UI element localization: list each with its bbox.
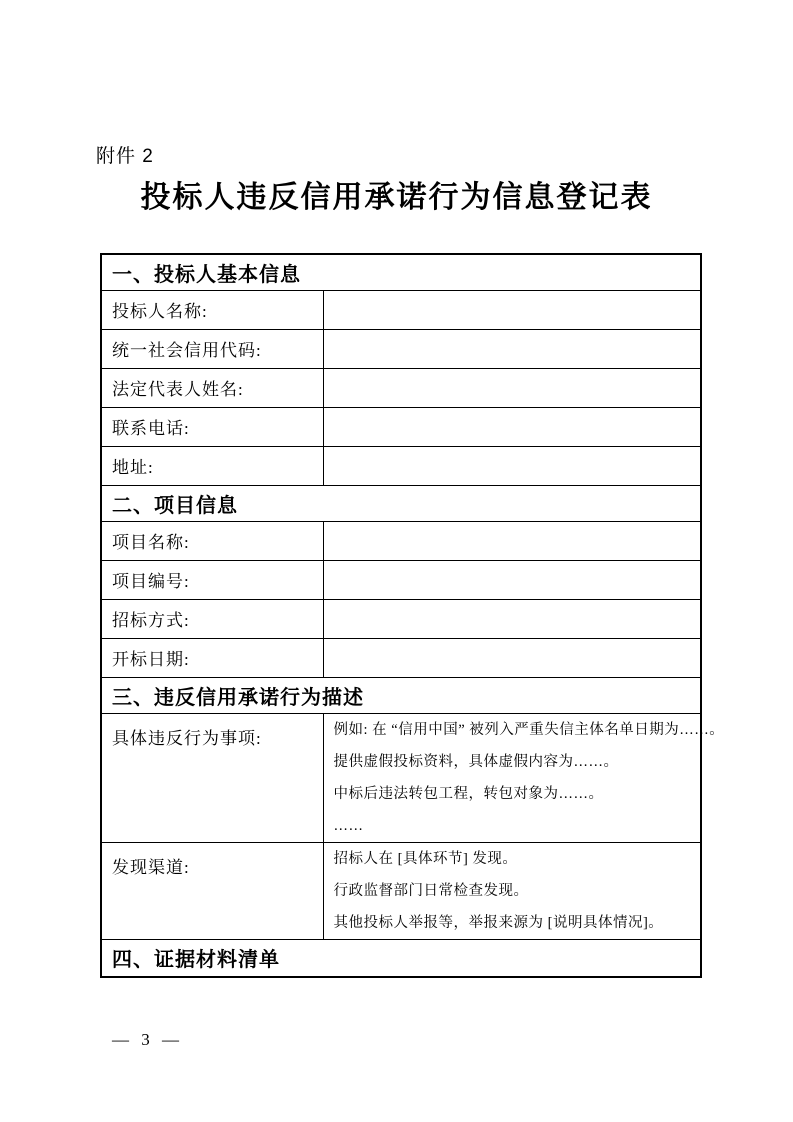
section-title: 四、证据材料清单: [101, 939, 701, 977]
example-line: 其他投标人举报等，举报来源为 [说明具体情况]。: [333, 914, 664, 931]
table-row: [101, 560, 701, 599]
section-title: 三、违反信用承诺行为描述: [101, 677, 701, 713]
value-cell-discovery-channel: [323, 842, 701, 939]
row-label-bidder-name: 投标人名称:: [101, 290, 323, 329]
table-row: [101, 407, 701, 446]
value-cell-bid-open-date: [323, 638, 701, 677]
row-label-legal-rep: 法定代表人姓名:: [101, 368, 323, 407]
section-header-evidence-list: [101, 939, 701, 977]
table-row: [101, 713, 701, 842]
example-line: ……: [333, 817, 364, 834]
table-row: [101, 521, 701, 560]
registration-form-table: [100, 253, 725, 978]
value-cell-project-name: [323, 521, 701, 560]
page-number: — 3 —: [112, 1030, 183, 1049]
value-cell-legal-rep: [323, 368, 701, 407]
attachment-label: 附件 2: [96, 146, 154, 167]
table-row: [101, 329, 701, 368]
value-cell-credit-code: [323, 329, 701, 368]
value-cell-phone: [323, 407, 701, 446]
section-header-violation-desc: [101, 677, 701, 713]
table-row: [101, 446, 701, 485]
row-label-address: 地址:: [101, 446, 323, 485]
value-cell-project-number: [323, 560, 701, 599]
row-label-violation-items: 具体违反行为事项:: [101, 713, 323, 842]
section-title: 一、投标人基本信息: [101, 254, 701, 290]
row-label-discovery-channel: 发现渠道:: [101, 842, 323, 939]
example-line: 提供虚假投标资料，具体虚假内容为……。: [333, 753, 619, 770]
example-line: 例如: 在 “信用中国” 被列入严重失信主体名单日期为……。: [333, 721, 725, 738]
table-row: [101, 638, 701, 677]
table-row: [101, 599, 701, 638]
section-header-project-info: [101, 485, 701, 521]
value-cell-bid-method: [323, 599, 701, 638]
section-header-bidder-info: [101, 254, 701, 290]
value-cell-violation-items: [323, 713, 725, 842]
row-label-bid-open-date: 开标日期:: [101, 638, 323, 677]
example-line: 行政监督部门日常检查发现。: [333, 882, 529, 899]
row-label-bid-method: 招标方式:: [101, 599, 323, 638]
section-title: 二、项目信息: [101, 485, 701, 521]
row-label-project-number: 项目编号:: [101, 560, 323, 599]
value-cell-bidder-name: [323, 290, 701, 329]
value-cell-address: [323, 446, 701, 485]
example-line: 中标后违法转包工程，转包对象为……。: [333, 785, 604, 802]
page-title: 投标人违反信用承诺行为信息登记表: [140, 181, 653, 214]
table-row: [101, 842, 701, 939]
row-label-credit-code: 统一社会信用代码:: [101, 329, 323, 368]
table-row: [101, 290, 701, 329]
row-label-phone: 联系电话:: [101, 407, 323, 446]
row-label-project-name: 项目名称:: [101, 521, 323, 560]
example-line: 招标人在 [具体环节] 发现。: [333, 850, 518, 867]
table-row: [101, 368, 701, 407]
